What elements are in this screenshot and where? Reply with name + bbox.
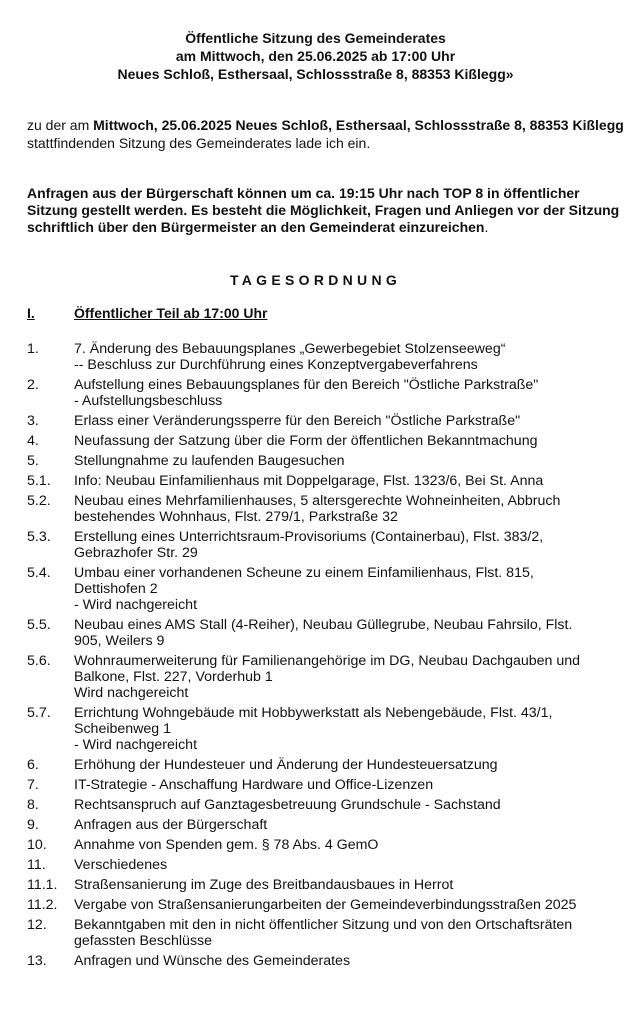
agenda-item-text: Balkone, Flst. 227, Vorderhub 1 — [74, 669, 273, 685]
agenda-item-number: 5.6. — [27, 653, 51, 669]
agenda-item-number: 13. — [27, 953, 47, 969]
agenda-item-number: 9. — [27, 817, 39, 833]
agenda-item-text: - Wird nachgereicht — [74, 737, 198, 753]
agenda-item-number: 5. — [27, 453, 39, 469]
agenda-item-text: Anfragen und Wünsche des Gemeinderates — [74, 953, 351, 969]
agenda-item-text: Neufassung der Satzung über die Form der öffentlichen Bekanntmachung — [74, 433, 538, 449]
agenda-item — [27, 377, 627, 409]
agenda-item-text: Vergabe von Straßensanierungarbeiten der Gemeindeverbindungsstraßen 2025 — [74, 897, 577, 913]
agenda-item-number: 5.4. — [27, 565, 51, 581]
header-date: am Mittwoch, den 25.06.2025 ab 17:00 Uhr — [175, 48, 456, 64]
agenda-item-text: Umbau einer vorhandenen Scheune zu einem Einfamilienhaus, Flst. 815, — [74, 565, 534, 581]
agenda-item — [27, 453, 627, 469]
agenda-item-text: Neubau eines Mehrfamilienhauses, 5 altersgerechte Wohneinheiten, Abbruch — [74, 493, 561, 509]
agenda-item-text: Straßensanierung im Zuge des Breitbandausbaues in Herrot — [74, 877, 454, 893]
notice-period: . — [484, 219, 489, 235]
agenda-item-text: Anfragen aus der Bürgerschaft — [74, 817, 268, 833]
invitation-paragraph — [27, 116, 627, 152]
agenda-item — [27, 757, 627, 773]
agenda-item — [27, 917, 627, 949]
agenda-title: TAGESORDNUNG — [229, 272, 402, 288]
agenda-item-number: 11.2. — [27, 897, 58, 913]
agenda-item — [27, 433, 627, 449]
agenda-item-text: Erhöhung der Hundesteuer und Änderung der Hundesteuersatzung — [74, 757, 498, 773]
agenda-item-number: 5.5. — [27, 617, 51, 633]
agenda-item — [27, 837, 627, 853]
agenda-item-text: Erstellung eines Unterrichtsraum-Provisoriums (Containerbau), Flst. 383/2, — [74, 529, 544, 545]
agenda-item-number: 12. — [27, 917, 47, 933]
meeting-header — [0, 29, 631, 83]
agenda-item-text: Aufstellung eines Bebauungsplanes für den Bereich "Östliche Parkstraße" — [74, 377, 539, 393]
header-location: Neues Schloß, Esthersaal, Schlossstraße 8, 88353 Kißlegg» — [117, 66, 514, 82]
agenda-item-text: Rechtsanspruch auf Ganztagesbetreuung Grundschule - Sachstand — [74, 797, 501, 813]
notice-text: Anfragen aus der Bürgerschaft können um ca. 19:15 Uhr nach TOP 8 in öffentlicher Sitzung gestellt werden. Es besteht die Möglichkeit, Fragen und Anliegen vor der Sitzung schriftlich über den Bürgermeister an den Gemeinderat einzureichen — [27, 185, 620, 235]
agenda-item-text: Info: Neubau Einfamilienhaus mit Doppelgarage, Flst. 1323/6, Bei St. Anna — [74, 473, 544, 489]
agenda-item — [27, 565, 627, 613]
agenda-item-text: Annahme von Spenden gem. § 78 Abs. 4 GemO — [74, 837, 379, 853]
agenda-item — [27, 413, 627, 429]
agenda-item-text: bestehendes Wohnhaus, Flst. 279/1, Parkstraße 32 — [74, 509, 398, 525]
header-title: Öffentliche Sitzung des Gemeinderates — [185, 30, 446, 46]
section-label: Öffentlicher Teil ab 17:00 Uhr — [74, 305, 268, 321]
agenda-item-text: - Aufstellungsbeschluss — [74, 393, 223, 409]
agenda-item — [27, 705, 627, 753]
agenda-item-number: 1. — [27, 341, 39, 357]
section-number: I. — [27, 305, 35, 321]
agenda-item — [27, 473, 627, 489]
agenda-item-number: 10. — [27, 837, 47, 853]
agenda-item — [27, 617, 627, 649]
agenda-item-text: Neubau eines AMS Stall (4-Reiher), Neubau Güllegrube, Neubau Fahrsilo, Flst. — [74, 617, 573, 633]
agenda-item-number: 5.2. — [27, 493, 51, 509]
invitation-prefix: zu der am — [27, 117, 94, 133]
agenda-list — [27, 341, 627, 973]
agenda-item-text: - Wird nachgereicht — [74, 597, 198, 613]
agenda-item — [27, 797, 627, 813]
agenda-item — [27, 529, 627, 561]
agenda-item-text: -- Beschluss zur Durchführung eines Konzeptvergabeverfahrens — [74, 357, 478, 373]
agenda-item-number: 6. — [27, 757, 39, 773]
agenda-item-number: 11.1. — [27, 877, 58, 893]
agenda-item-text: 905, Weilers 9 — [74, 633, 165, 649]
agenda-item-text: gefassten Beschlüsse — [74, 933, 213, 949]
agenda-item-number: 5.7. — [27, 705, 51, 721]
agenda-item-number: 7. — [27, 777, 39, 793]
agenda-item-number: 11. — [27, 857, 46, 873]
agenda-item-text: Wird nachgereicht — [74, 685, 189, 701]
agenda-item — [27, 777, 627, 793]
agenda-item-text: IT-Strategie - Anschaffung Hardware und Office-Lizenzen — [74, 777, 434, 793]
agenda-item-number: 4. — [27, 433, 39, 449]
agenda-item-text: Verschiedenes — [74, 857, 168, 873]
agenda-item — [27, 953, 627, 969]
citizen-questions-notice — [27, 185, 627, 236]
agenda-item — [27, 897, 627, 913]
agenda-item — [27, 341, 627, 373]
agenda-item-number: 5.1. — [27, 473, 51, 489]
agenda-item-number: 2. — [27, 377, 39, 393]
agenda-item-number: 8. — [27, 797, 39, 813]
agenda-item-text: Errichtung Wohngebäude mit Hobbywerkstatt als Nebengebäude, Flst. 43/1, — [74, 705, 553, 721]
agenda-item-text: Stellungnahme zu laufenden Baugesuchen — [74, 453, 345, 469]
agenda-item-number: 3. — [27, 413, 39, 429]
agenda-item — [27, 817, 627, 833]
agenda-item-text: Erlass einer Veränderungssperre für den Bereich "Östliche Parkstraße" — [74, 413, 521, 429]
agenda-item — [27, 857, 627, 873]
agenda-item-text: Scheibenweg 1 — [74, 721, 172, 737]
agenda-item — [27, 653, 627, 701]
agenda-item-text: Wohnraumerweiterung für Familienangehörige im DG, Neubau Dachgauben und — [74, 653, 581, 669]
agenda-item-text: Gebrazhofer Str. 29 — [74, 545, 198, 561]
agenda-item-text: 7. Änderung des Bebauungsplanes „Gewerbegebiet Stolzenseeweg“ — [74, 341, 506, 357]
agenda-item-number: 5.3. — [27, 529, 51, 545]
invitation-suffix: stattfindenden Sitzung des Gemeinderates lade ich ein. — [27, 135, 371, 151]
agenda-item — [27, 493, 627, 525]
agenda-item-text: Dettishofen 2 — [74, 581, 158, 597]
agenda-item — [27, 877, 627, 893]
invitation-date-location: Mittwoch, 25.06.2025 Neues Schloß, Esthersaal, Schlossstraße 8, 88353 Kißlegg — [93, 117, 624, 133]
agenda-item-text: Bekanntgaben mit den in nicht öffentlicher Sitzung und von den Ortschaftsräten — [74, 917, 573, 933]
